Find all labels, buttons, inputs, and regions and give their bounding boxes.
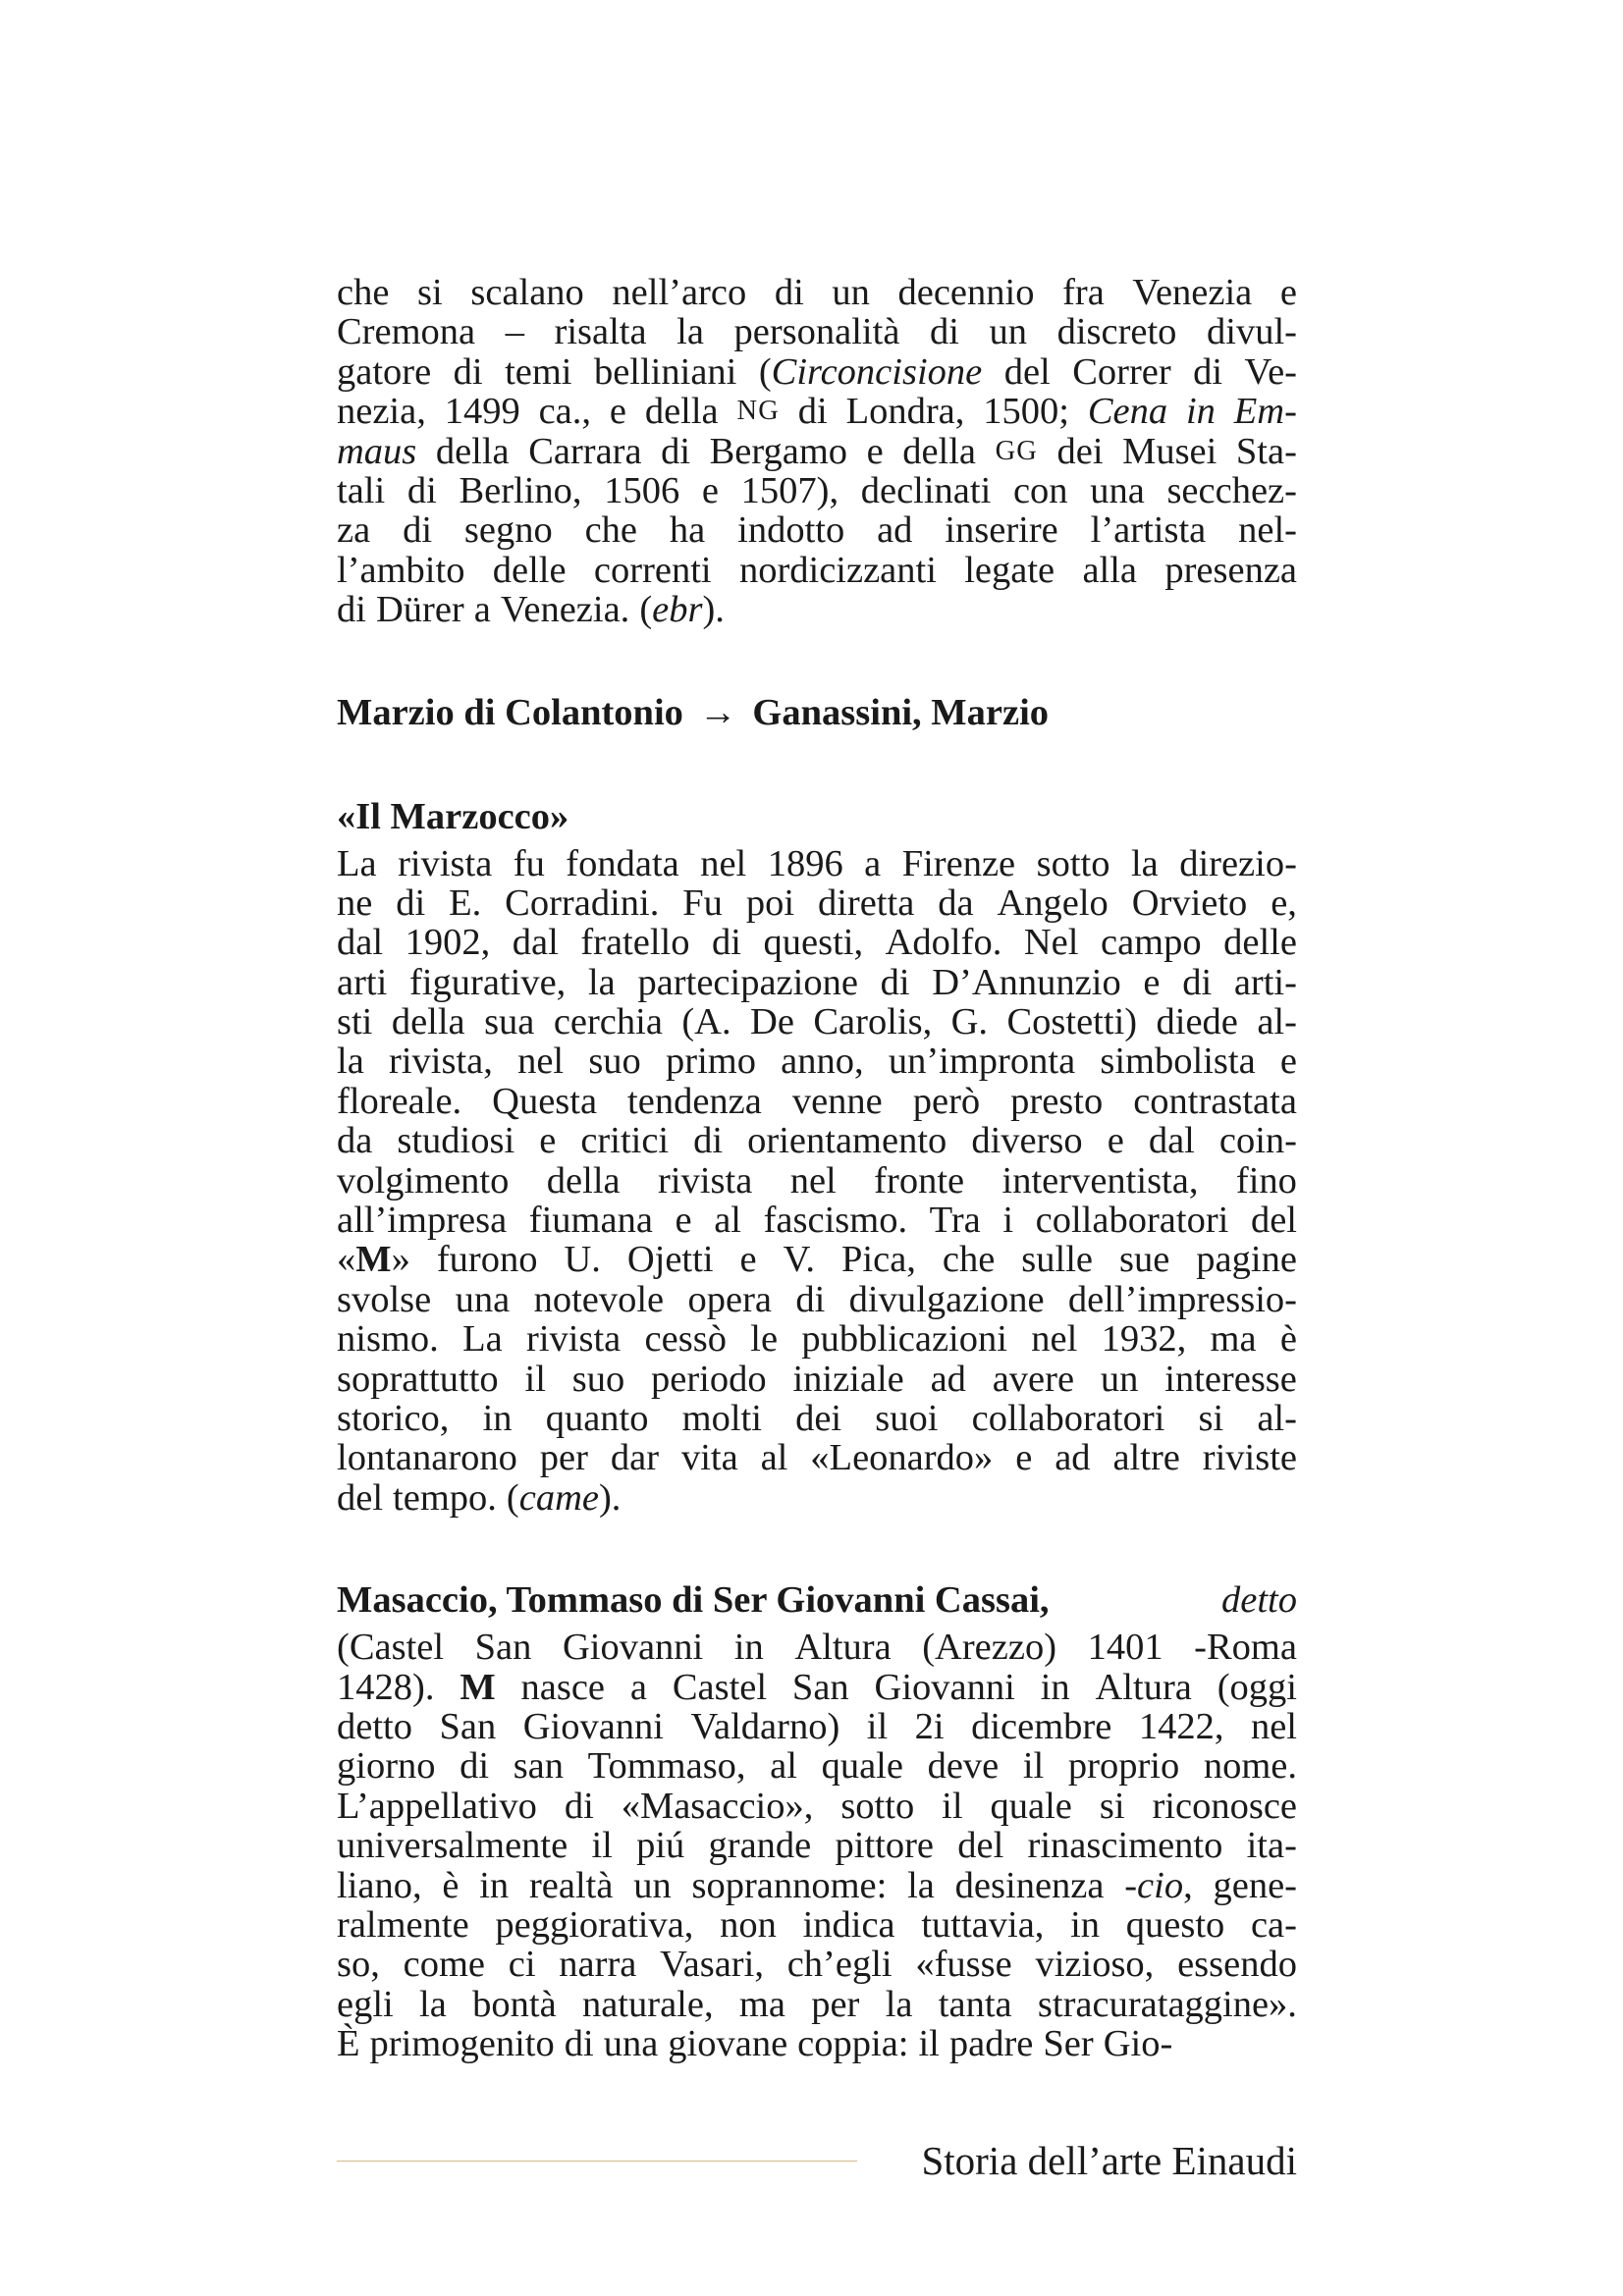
text-line: soprattutto il suo periodo iniziale ad avere un interesse	[337, 1358, 1297, 1400]
paragraph-continuation	[337, 273, 1297, 630]
footer-rule	[337, 2161, 857, 2162]
entry-cross-reference	[337, 691, 1297, 734]
cross-ref-to[interactable]: Ganassini, Marzio	[752, 691, 1050, 733]
text-line: storico, in quanto molti dei suoi collaboratori si al-	[337, 1397, 1297, 1439]
text-line: tali di Berlino, 1506 e 1507), declinati con una secchez-	[337, 469, 1297, 511]
text-line: floreale. Questa tendenza venne però presto contrastata	[337, 1080, 1297, 1122]
text-line: 1428). M nasce a Castel San Giovanni in Altura (oggi	[337, 1666, 1297, 1708]
text-line: ne di E. Corradini. Fu poi diretta da Angelo Orvieto e,	[337, 881, 1297, 924]
text-line: lontanarono per dar vita al «Leonardo» e ad altre riviste	[337, 1437, 1297, 1479]
text-line: È primogenito di una giovane coppia: il padre Ser Gio-	[337, 2023, 1173, 2065]
text-line: di Dürer a Venezia. (ebr).	[337, 589, 725, 631]
text-line: arti figurative, la partecipazione di D’Annunzio e di arti-	[337, 961, 1297, 1003]
text-line: Cremona – risalta la personalità di un discreto divul-	[337, 311, 1297, 353]
text-line: (Castel San Giovanni in Altura (Arezzo) 1401 -Roma	[337, 1627, 1297, 1669]
text-line: maus della Carrara di Bergamo e della GG dei Musei Sta-	[337, 430, 1297, 472]
text-line: gatore di temi belliniani (Circoncisione del Correr di Ve-	[337, 350, 1297, 393]
text-line: del tempo. (came).	[337, 1476, 622, 1519]
entry-title: Masaccio, Tommaso di Ser Giovanni Cassai,	[337, 1579, 1050, 1622]
cross-ref-from: Marzio di Colantonio	[337, 691, 683, 733]
text-line: L’appellativo di «Masaccio», sotto il quale si riconosce	[337, 1785, 1297, 1827]
text-line: nismo. La rivista cessò le pubblicazioni nel 1932, ma è	[337, 1318, 1297, 1361]
entry-title-suffix: detto	[1221, 1579, 1297, 1622]
text-line: giorno di san Tommaso, al quale deve il proprio nome.	[337, 1745, 1297, 1788]
page-body	[337, 273, 1297, 2063]
text-line: da studiosi e critici di orientamento diverso e dal coin-	[337, 1120, 1297, 1162]
text-line: so, come ci narra Vasari, ch’egli «fusse vizioso, essendo	[337, 1944, 1297, 1986]
text-line: sti della sua cerchia (A. De Carolis, G. Costetti) diede al-	[337, 1001, 1297, 1043]
entry-text-masaccio	[337, 1628, 1297, 2063]
text-line: detto San Giovanni Valdarno) il 2i dicembre 1422, nel	[337, 1705, 1297, 1747]
text-line: che si scalano nell’arco di un decennio fra Venezia e	[337, 272, 1297, 313]
entry-heading-marzocco	[337, 795, 1297, 838]
text-line: ralmente peggiorativa, non indica tuttavia, in questo ca-	[337, 1903, 1297, 1946]
entry-heading-masaccio	[337, 1578, 1297, 1622]
entry-title: «Il Marzocco»	[337, 795, 569, 837]
footer-publication: Storia dell’arte Einaudi	[921, 2138, 1297, 2183]
text-line: la rivista, nel suo primo anno, un’impronta simbolista e	[337, 1041, 1297, 1083]
text-line: universalmente il piú grande pittore del rinascimento ita-	[337, 1825, 1297, 1867]
text-line: La rivista fu fondata nel 1896 a Firenze sotto la direzio-	[337, 842, 1297, 884]
text-line: l’ambito delle correnti nordicizzanti legate alla presenza	[337, 549, 1297, 591]
text-line: all’impresa fiumana e al fascismo. Tra i collaboratori del	[337, 1200, 1297, 1242]
arrow-icon: →	[698, 691, 737, 733]
text-line: liano, è in realtà un soprannome: la desinenza -cio, gene-	[337, 1864, 1297, 1906]
text-line: za di segno che ha indotto ad inserire l’artista nel-	[337, 509, 1297, 552]
text-line: svolse una notevole opera di divulgazione dell’impressio-	[337, 1278, 1297, 1320]
text-line: egli la bontà naturale, ma per la tanta stracurataggine».	[337, 1983, 1297, 2025]
text-line: volgimento della rivista nel fronte interventista, fino	[337, 1159, 1297, 1201]
text-line: nezia, 1499 ca., e della NG di Londra, 1500; Cena in Em-	[337, 391, 1297, 433]
entry-text-marzocco	[337, 844, 1297, 1519]
text-line: «M» furono U. Ojetti e V. Pica, che sulle sue pagine	[337, 1239, 1297, 1281]
text-line: dal 1902, dal fratello di questi, Adolfo. Nel campo delle	[337, 922, 1297, 964]
